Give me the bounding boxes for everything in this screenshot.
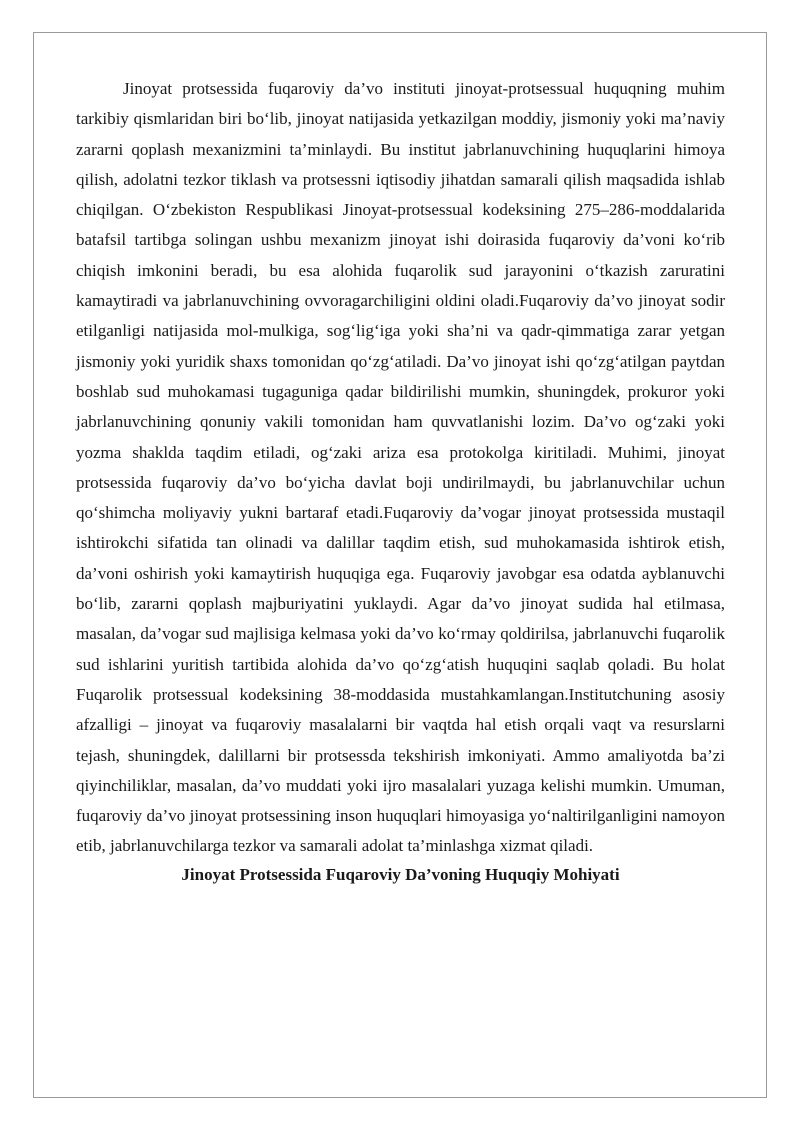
document-body [76,74,725,890]
body-paragraph: Jinoyat protsessida fuqaroviy da’vo instituti jinoyat-protsessual huquqning muhim tarkibiy qismlaridan biri bo‘lib, jinoyat natijasida yetkazilgan moddiy, jismoniy yoki ma’naviy zararni qoplash mexanizmini ta’minlaydi. Bu institut jabrlanuvchining huquqlarini himoya qilish, adolatni tezkor tiklash va protsessni iqtisodiy jihatdan samarali qilish maqsadida ishlab chiqilgan. O‘zbekiston Respublikasi Jinoyat-protsessual kodeksining 275–286-moddalarida batafsil tartibga solingan ushbu mexanizm jinoyat ishi doirasida fuqaroviy da’voni ko‘rib chiqish imkonini beradi, bu esa alohida fuqarolik sud jarayonini o‘tkazish zaruratini kamaytiradi va jabrlanuvchining ovvoragarchiligini oldini oladi.Fuqaroviy da’vo jinoyat sodir etilganligi natijasida mol-mulkiga, sog‘lig‘iga yoki sha’ni va qadr-qimmatiga zarar yetgan jismoniy yoki yuridik shaxs tomonidan qo‘zg‘atiladi. Da’vo jinoyat ishi qo‘zg‘atilgan paytdan boshlab sud muhokamasi tugaguniga qadar bildirilishi mumkin, shuningdek, prokuror yoki jabrlanuvchining qonuniy vakili tomonidan ham quvvatlanishi lozim. Da’vo og‘zaki yoki yozma shaklda taqdim etiladi, og‘zaki ariza esa protokolga kiritiladi. Muhimi, jinoyat protsessida fuqaroviy da’vo bo‘yicha davlat boji undirilmaydi, bu jabrlanuvchilar uchun qo‘shimcha moliyaviy yukni bartaraf etadi.Fuqaroviy da’vogar jinoyat protsessida mustaqil ishtirokchi sifatida tan olinadi va dalillar taqdim etish, sud muhokamasida ishtirok etish, da’voni oshirish yoki kamaytirish huquqiga ega. Fuqaroviy javobgar esa odatda ayblanuvchi bo‘lib, zararni qoplash majburiyatini yuklaydi. Agar da’vo jinoyat sudida hal etilmasa, masalan, da’vogar sud majlisiga kelmasa yoki da’vo ko‘rmay qoldirilsa, jabrlanuvchi fuqarolik sud ishlarini yuritish tartibida alohida da’vo qo‘zg‘atish huquqini saqlab qoladi. Bu holat Fuqarolik protsessual kodeksining 38-moddasida mustahkamlangan.Institutchuning asosiy afzalligi – jinoyat va fuqaroviy masalalarni bir vaqtda hal etish orqali vaqt va resurslarni tejash, shuningdek, dalillarni bir protsessda tekshirish imkoniyati. Ammo amaliyotda ba’zi qiyinchiliklar, masalan, da’vo muddati yoki ijro masalalari yuzaga kelishi mumkin. Umuman, fuqaroviy da’vo jinoyat protsessining inson huquqlari himoyasiga yo‘naltirilganligini namoyon etib, jabrlanuvchilarga tezkor va samarali adolat ta’minlashga xizmat qiladi. [76,79,725,856]
section-heading: Jinoyat Protsessida Fuqaroviy Da’voning Huquqiy Mohiyati [181,864,620,884]
